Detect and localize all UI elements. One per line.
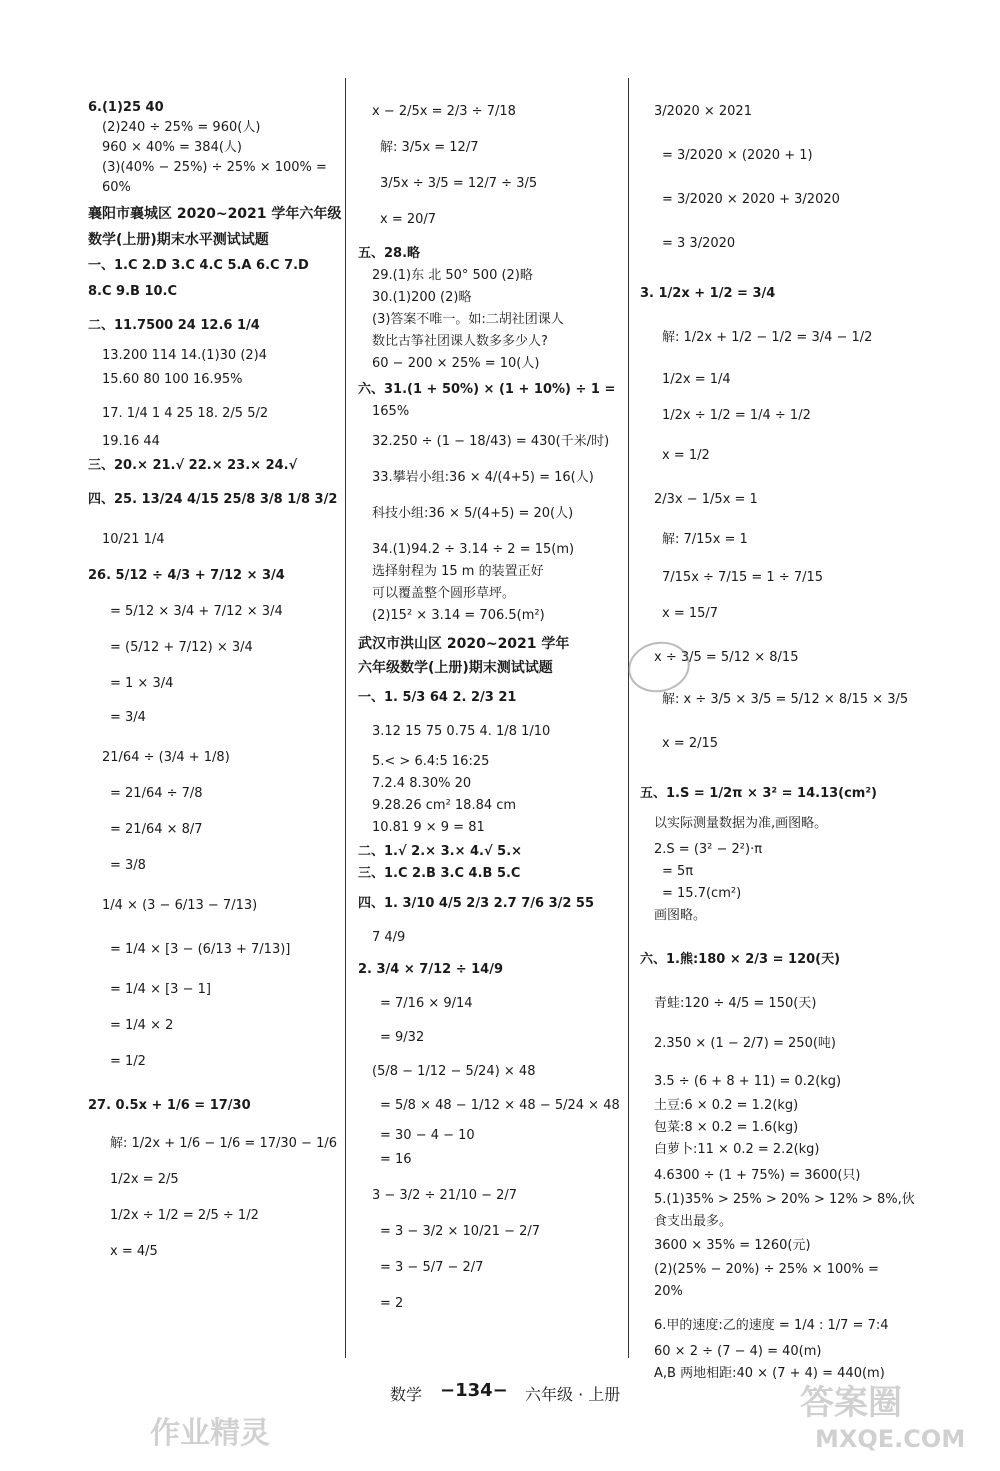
answer-line: 2. 3/4 × 7/12 ÷ 14/9 <box>358 962 504 977</box>
answer-line: 五、28.略 <box>358 246 421 261</box>
answer-line: 32.250 ÷ (1 − 18/43) = 430(千米/时) <box>372 434 610 449</box>
answer-line: 19.16 44 <box>102 434 160 449</box>
answer-line: 三、20.× 21.√ 22.× 23.× 24.√ <box>88 458 298 473</box>
answer-line: 包菜:8 × 0.2 = 1.6(kg) <box>654 1120 799 1135</box>
answer-line: 13.200 114 14.(1)30 (2)4 <box>102 348 268 363</box>
answer-line: 数学(上册)期末水平测试试题 <box>88 232 269 248</box>
answer-line: = 3/2020 × (2020 + 1) <box>662 148 813 163</box>
answer-line: = 2 <box>380 1296 404 1311</box>
answer-line: 食支出最多。 <box>654 1214 733 1229</box>
answer-line: 7 4/9 <box>372 930 406 945</box>
answer-line: 27. 0.5x + 1/6 = 17/30 <box>88 1098 251 1113</box>
answer-line: 二、11.7500 24 12.6 1/4 <box>88 318 260 333</box>
answer-line: 解: 7/15x = 1 <box>662 532 748 547</box>
answer-line: 解: 3/5x = 12/7 <box>380 140 479 155</box>
answer-line: 34.(1)94.2 ÷ 3.14 ÷ 2 = 15(m) <box>372 542 575 557</box>
answer-line: 7/15x ÷ 7/15 = 1 ÷ 7/15 <box>662 570 824 585</box>
answer-line: 四、1. 3/10 4/5 2/3 2.7 7/6 3/2 55 <box>358 896 595 911</box>
answer-line: = 5/12 × 3/4 + 7/12 × 3/4 <box>110 604 283 619</box>
answer-line: 解: 1/2x + 1/2 − 1/2 = 3/4 − 1/2 <box>662 330 873 345</box>
answer-line: = 1/4 × 2 <box>110 1018 174 1033</box>
answer-column-2 <box>358 70 623 1361</box>
watermark-brand: 答案圈 <box>800 1383 902 1423</box>
answer-line: = 3/4 <box>110 710 146 725</box>
answer-line: 17. 1/4 1 4 25 18. 2/5 5/2 <box>102 406 269 421</box>
answer-line: 3/5x ÷ 3/5 = 12/7 ÷ 3/5 <box>380 176 538 191</box>
answer-line: = 15.7(cm²) <box>662 886 742 901</box>
answer-column-1 <box>88 70 342 1361</box>
answer-line: = 5π <box>662 864 694 879</box>
answer-line: 165% <box>372 404 410 419</box>
answer-line: 30.(1)200 (2)略 <box>372 290 472 305</box>
footer-grade: 六年级 · 上册 <box>525 1385 621 1404</box>
answer-line: 土豆:6 × 0.2 = 1.2(kg) <box>654 1098 799 1113</box>
answer-line: 三、1.C 2.B 3.C 4.B 5.C <box>358 866 521 881</box>
answer-line: 四、25. 13/24 4/15 25/8 3/8 1/8 3/2 <box>88 492 338 507</box>
column-divider <box>345 78 346 1358</box>
answer-line: 3 − 3/2 ÷ 21/10 − 2/7 <box>372 1188 518 1203</box>
answer-line: 1/4 × (3 − 6/13 − 7/13) <box>102 898 258 913</box>
answer-line: = 1/4 × [3 − 1] <box>110 982 211 997</box>
answer-line: 960 × 40% = 384(人) <box>102 140 242 155</box>
answer-line: 2/3x − 1/5x = 1 <box>654 492 758 507</box>
answer-line: 29.(1)东 北 50° 500 (2)略 <box>372 268 533 283</box>
answer-line: = 21/64 ÷ 7/8 <box>110 786 203 801</box>
answer-line: 7.2.4 8.30% 20 <box>372 776 472 791</box>
answer-line: x ÷ 3/5 = 5/12 × 8/15 <box>654 650 799 665</box>
answer-line: x = 2/15 <box>662 736 719 751</box>
answer-line: = 9/32 <box>380 1030 425 1045</box>
answer-line: (2)15² × 3.14 = 706.5(m²) <box>372 608 545 623</box>
answer-line: 一、1. 5/3 64 2. 2/3 21 <box>358 690 517 705</box>
answer-line: 解: 1/2x + 1/6 − 1/6 = 17/30 − 1/6 <box>110 1136 337 1151</box>
answer-line: = 7/16 × 9/14 <box>380 996 473 1011</box>
answer-line: 六、1.熊:180 × 2/3 = 120(天) <box>640 952 841 967</box>
answer-line: 六年级数学(上册)期末测试试题 <box>358 660 553 676</box>
answer-line: 襄阳市襄城区 2020~2021 学年六年级 <box>88 206 342 222</box>
answer-line: 数比古筝社团课人数多多少人? <box>372 334 548 349</box>
answer-line: 1/2x ÷ 1/2 = 1/4 ÷ 1/2 <box>662 408 811 423</box>
answer-line: 60% <box>102 180 131 195</box>
answer-line: = 3 3/2020 <box>662 236 736 251</box>
column-divider <box>628 78 629 1358</box>
answer-line: 60 − 200 × 25% = 10(人) <box>372 356 540 371</box>
answer-line: 青蛙:120 ÷ 4/5 = 150(天) <box>654 996 817 1011</box>
answer-line: = 1 × 3/4 <box>110 676 174 691</box>
answer-line: 5.(1)35% > 25% > 20% > 12% > 8%,伙 <box>654 1192 915 1207</box>
answer-line: = 5/8 × 48 − 1/12 × 48 − 5/24 × 48 <box>380 1098 620 1113</box>
answer-line: 3600 × 35% = 1260(元) <box>654 1238 811 1253</box>
answer-line: 9.28.26 cm² 18.84 cm <box>372 798 517 813</box>
answer-line: x = 20/7 <box>380 212 437 227</box>
answer-line: 1/2x = 2/5 <box>110 1172 179 1187</box>
answer-line: 60 × 2 ÷ (7 − 4) = 40(m) <box>654 1344 822 1359</box>
answer-line: 六、31.(1 + 50%) × (1 + 10%) ÷ 1 = <box>358 382 616 397</box>
answer-line: = 3/8 <box>110 858 146 873</box>
answer-line: (2)(25% − 20%) ÷ 25% × 100% = <box>654 1262 879 1277</box>
answer-line: x = 1/2 <box>662 448 710 463</box>
answer-line: 3/2020 × 2021 <box>654 104 752 119</box>
answer-line: 26. 5/12 ÷ 4/3 + 7/12 × 3/4 <box>88 568 285 583</box>
answer-line: 五、1.S = 1/2π × 3² = 14.13(cm²) <box>640 786 877 801</box>
answer-line: 1/2x = 1/4 <box>662 372 731 387</box>
answer-line: = 3 − 5/7 − 2/7 <box>380 1260 484 1275</box>
answer-line: = 3/2020 × 2020 + 3/2020 <box>662 192 840 207</box>
answer-line: 2.S = (3² − 2²)·π <box>654 842 763 857</box>
answer-line: 8.C 9.B 10.C <box>88 284 178 299</box>
answer-line: 解: x ÷ 3/5 × 3/5 = 5/12 × 8/15 × 3/5 <box>662 692 909 707</box>
answer-line: 3.12 15 75 0.75 4. 1/8 1/10 <box>372 724 551 739</box>
answer-line: 6.甲的速度:乙的速度 = 1/4 : 1/7 = 7:4 <box>654 1318 889 1333</box>
answer-line: = 30 − 4 − 10 <box>380 1128 475 1143</box>
answer-line: 10.81 9 × 9 = 81 <box>372 820 485 835</box>
answer-line: 3. 1/2x + 1/2 = 3/4 <box>640 286 776 301</box>
answer-line: 15.60 80 100 16.95% <box>102 372 243 387</box>
answer-line: 二、1.√ 2.× 3.× 4.√ 5.× <box>358 844 523 859</box>
answer-line: 10/21 1/4 <box>102 532 165 547</box>
answer-line: 3.5 ÷ (6 + 8 + 11) = 0.2(kg) <box>654 1074 842 1089</box>
answer-line: (2)240 ÷ 25% = 960(人) <box>102 120 261 135</box>
answer-line: x = 4/5 <box>110 1244 158 1259</box>
answer-line: 2.350 × (1 − 2/7) = 250(吨) <box>654 1036 836 1051</box>
answer-line: A,B 两地相距:40 × (7 + 4) = 440(m) <box>654 1366 885 1381</box>
answer-line: 科技小组:36 × 5/(4+5) = 20(人) <box>372 506 574 521</box>
answer-line: 一、1.C 2.D 3.C 4.C 5.A 6.C 7.D <box>88 258 309 273</box>
answer-line: 33.攀岩小组:36 × 4/(4+5) = 16(人) <box>372 470 594 485</box>
answer-line: 以实际测量数据为准,画图略。 <box>654 816 828 831</box>
answer-line: 5.< > 6.4:5 16:25 <box>372 754 490 769</box>
footer-subject: 数学 <box>390 1385 423 1404</box>
answer-line: (3)(40% − 25%) ÷ 25% × 100% = <box>102 160 327 175</box>
answer-column-3 <box>640 70 915 1381</box>
answer-line: 选择射程为 15 m 的装置正好 <box>372 564 544 579</box>
answer-line: 20% <box>654 1284 683 1299</box>
answer-line: 4.6300 ÷ (1 + 75%) = 3600(只) <box>654 1168 861 1183</box>
answer-line: = 21/64 × 8/7 <box>110 822 203 837</box>
answer-line: = (5/12 + 7/12) × 3/4 <box>110 640 253 655</box>
answer-line: (5/8 − 1/12 − 5/24) × 48 <box>372 1064 536 1079</box>
answer-line: = 1/2 <box>110 1054 146 1069</box>
watermark-stamp: 作业精灵 <box>150 1416 270 1451</box>
answer-line: x − 2/5x = 2/3 ÷ 7/18 <box>372 104 516 119</box>
answer-line: 画图略。 <box>654 908 707 923</box>
answer-line: x = 15/7 <box>662 606 719 621</box>
answer-line: 21/64 ÷ (3/4 + 1/8) <box>102 750 230 765</box>
answer-line: 武汉市洪山区 2020~2021 学年 <box>358 636 570 652</box>
answer-line: = 3 − 3/2 × 10/21 − 2/7 <box>380 1224 541 1239</box>
watermark-url: MXQE.COM <box>815 1425 966 1453</box>
page-number: −134− <box>440 1380 508 1401</box>
answer-line: 1/2x ÷ 1/2 = 2/5 ÷ 1/2 <box>110 1208 259 1223</box>
answer-line: 可以覆盖整个圆形草坪。 <box>372 586 516 601</box>
answer-line: = 16 <box>380 1152 412 1167</box>
answer-line: 白萝卜:11 × 0.2 = 2.2(kg) <box>654 1142 820 1157</box>
answer-line: = 1/4 × [3 − (6/13 + 7/13)] <box>110 942 291 957</box>
answer-line: 6.(1)25 40 <box>88 100 164 115</box>
answer-line: (3)答案不唯一。如:二胡社团课人 <box>372 312 564 327</box>
